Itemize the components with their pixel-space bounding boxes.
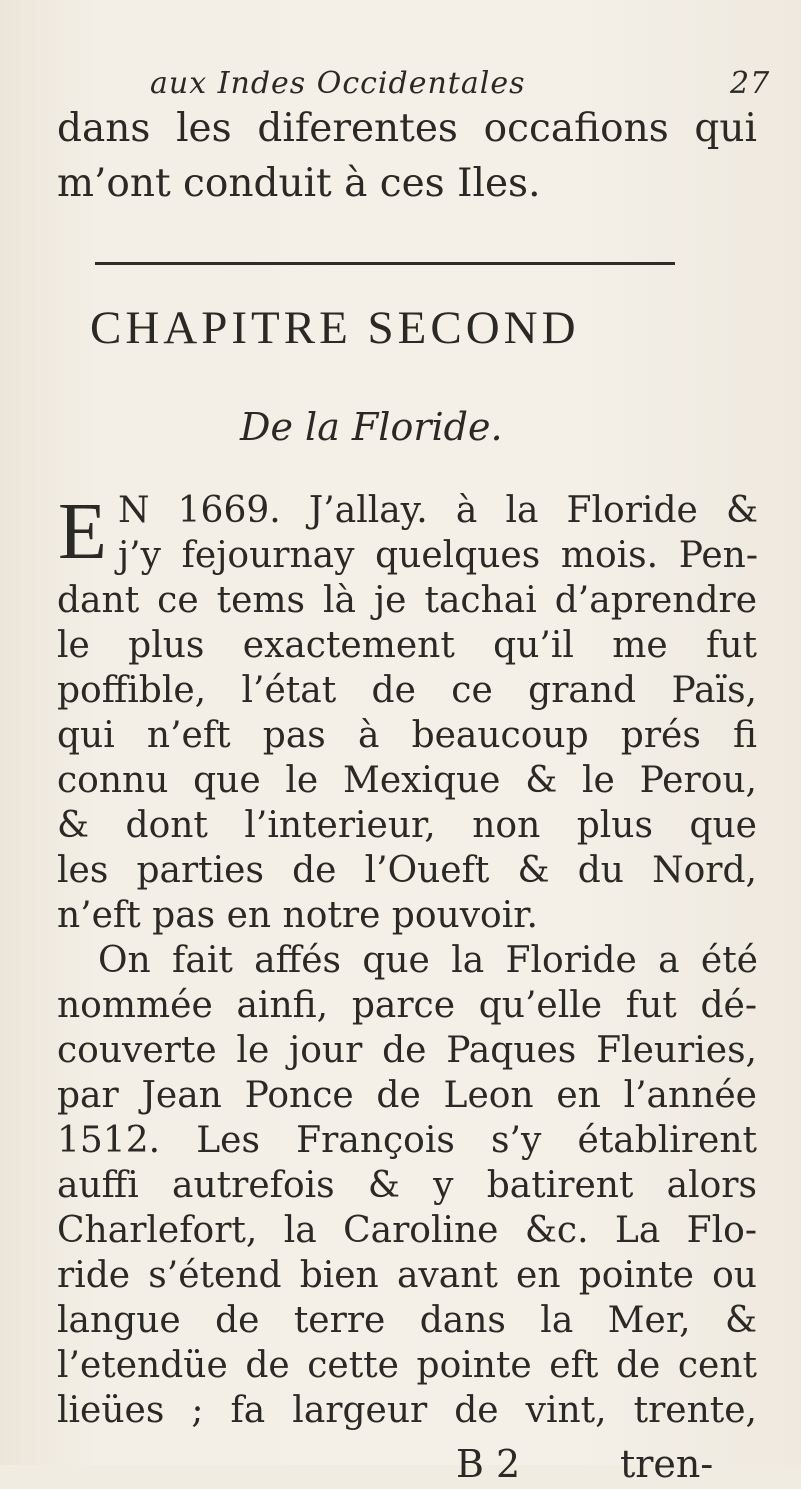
text-line: dans les diferentes occafions qui — [57, 106, 757, 151]
text-line: n’eft pas en notre pouvoir. — [57, 895, 538, 936]
section-divider — [95, 262, 675, 265]
text-line: langue de terre dans la Mer, & — [57, 1300, 757, 1341]
text-line: ride s’étend bien avant en pointe ou — [57, 1255, 757, 1296]
chapter-title: CHAPITRE SECOND — [90, 302, 580, 354]
text-line: couverte le jour de Paques Fleuries, — [57, 1030, 757, 1071]
text-line: connu que le Mexique & le Perou, — [57, 760, 757, 801]
chapter-subtitle: De la Floride. — [240, 405, 503, 449]
catchword: tren- — [620, 1442, 714, 1486]
text-line: les parties de l’Oueft & du Nord, — [57, 850, 757, 891]
text-line: poffible, l’état de ce grand Païs, — [57, 670, 757, 711]
text-line: lieües ; fa largeur de vint, trente, — [57, 1390, 757, 1431]
text-line: N 1669. J’allay. à la Floride & — [118, 490, 758, 531]
text-line: & dont l’interieur, non plus que — [57, 805, 757, 846]
text-line: Charlefort, la Caroline &c. La Flo- — [57, 1210, 757, 1251]
signature-mark: B 2 — [456, 1442, 521, 1486]
text-line: auffi autrefois & y batirent alors — [57, 1165, 757, 1206]
text-line: par Jean Ponce de Leon en l’année — [57, 1075, 757, 1116]
text-line: l’etendüe de cette pointe eft de cent — [57, 1345, 757, 1386]
text-line: j’y fejournay quelques mois. Pen- — [118, 535, 758, 576]
text-line: dant ce tems là je tachai d’aprendre — [57, 580, 757, 621]
text-line: 1512. Les François s’y établirent — [57, 1120, 757, 1161]
drop-cap: E — [58, 488, 107, 576]
running-head-title: aux Indes Occidentales — [150, 66, 526, 101]
text-line: nommée ainfi, parce qu’elle fut dé- — [57, 985, 757, 1026]
text-line: On fait affés que la Floride a été — [98, 940, 758, 981]
text-line: le plus exactement qu’il me fut — [57, 625, 757, 666]
page-number: 27 — [730, 66, 771, 101]
text-line: qui n’eft pas à beaucoup prés fi — [57, 715, 757, 756]
text-line: m’ont conduit à ces Iles. — [57, 161, 541, 206]
